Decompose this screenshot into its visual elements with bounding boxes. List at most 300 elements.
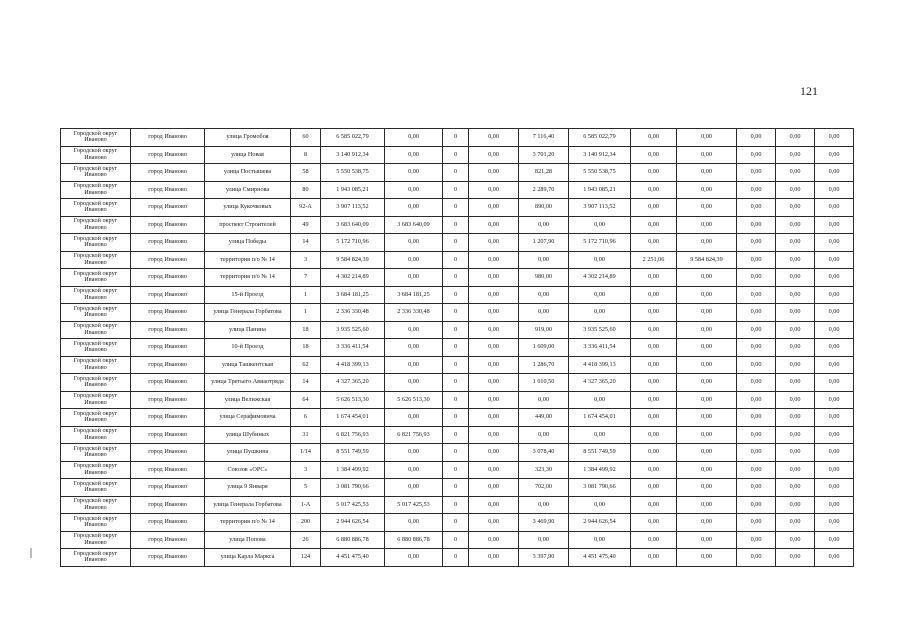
cell-cost-col-12: 0,00 bbox=[677, 461, 737, 479]
cell-settlement: город Иваново bbox=[131, 444, 205, 462]
cell-value-col-8: 0,00 bbox=[469, 549, 519, 567]
cell-cost-col-10: 5 172 710,96 bbox=[569, 234, 631, 252]
table-row bbox=[61, 234, 854, 252]
cell-total-cost: 6 880 886,78 bbox=[321, 531, 385, 549]
cell-value-col-15: 0,00 bbox=[815, 339, 854, 357]
cell-street: улица Попова bbox=[205, 531, 291, 549]
cell-house-number: 8 bbox=[291, 146, 321, 164]
cell-value-col-13: 0,00 bbox=[737, 339, 776, 357]
cell-value-col-8: 0,00 bbox=[469, 286, 519, 304]
cell-street: улица Пушкина bbox=[205, 444, 291, 462]
cell-value-col-15: 0,00 bbox=[815, 444, 854, 462]
cell-value-col-15: 0,00 bbox=[815, 146, 854, 164]
cell-total-cost: 3 683 640,09 bbox=[321, 216, 385, 234]
table-row bbox=[61, 409, 854, 427]
cell-value-col-8: 0,00 bbox=[469, 444, 519, 462]
cell-value-col-14: 0,00 bbox=[776, 216, 815, 234]
cell-total-cost: 1 384 499,92 bbox=[321, 461, 385, 479]
cell-value-col-13: 0,00 bbox=[737, 321, 776, 339]
cell-area-col-11: 0,00 bbox=[631, 374, 677, 392]
cell-cost-col-12: 0,00 bbox=[677, 146, 737, 164]
cell-value-col-13: 0,00 bbox=[737, 479, 776, 497]
cell-total-cost: 3 140 912,34 bbox=[321, 146, 385, 164]
cell-total-cost: 3 907 113,52 bbox=[321, 199, 385, 217]
cell-house-number: 1 bbox=[291, 286, 321, 304]
table-row bbox=[61, 479, 854, 497]
table-row bbox=[61, 251, 854, 269]
cell-count-col-7: 0 bbox=[443, 269, 469, 287]
cell-cost-col-6: 0,00 bbox=[385, 461, 443, 479]
cell-municipality: Городской округ Иваново bbox=[61, 304, 131, 322]
cell-value-col-13: 0,00 bbox=[737, 234, 776, 252]
cell-area-col-11: 0,00 bbox=[631, 339, 677, 357]
cell-value-col-14: 0,00 bbox=[776, 531, 815, 549]
table-row bbox=[61, 269, 854, 287]
cell-value-col-8: 0,00 bbox=[469, 216, 519, 234]
cell-street: улица Громобоя bbox=[205, 129, 291, 147]
cell-area-col-11: 0,00 bbox=[631, 181, 677, 199]
cell-cost-col-10: 5 550 538,75 bbox=[569, 164, 631, 182]
cell-area-col-11: 0,00 bbox=[631, 514, 677, 532]
cell-value-col-13: 0,00 bbox=[737, 146, 776, 164]
cell-cost-col-10: 3 907 113,52 bbox=[569, 199, 631, 217]
cell-count-col-7: 0 bbox=[443, 391, 469, 409]
cell-settlement: город Иваново bbox=[131, 479, 205, 497]
cell-count-col-7: 0 bbox=[443, 356, 469, 374]
cell-settlement: город Иваново bbox=[131, 356, 205, 374]
cell-settlement: город Иваново bbox=[131, 269, 205, 287]
cell-value-col-15: 0,00 bbox=[815, 374, 854, 392]
cell-area-col-11: 0,00 bbox=[631, 549, 677, 567]
cell-area-col-9: 980,00 bbox=[519, 269, 569, 287]
cell-value-col-15: 0,00 bbox=[815, 531, 854, 549]
cell-cost-col-6: 0,00 bbox=[385, 199, 443, 217]
cell-street: улица 9 Января bbox=[205, 479, 291, 497]
cell-value-col-8: 0,00 bbox=[469, 514, 519, 532]
cell-value-col-13: 0,00 bbox=[737, 444, 776, 462]
cell-cost-col-10: 1 384 499,92 bbox=[569, 461, 631, 479]
cell-settlement: город Иваново bbox=[131, 199, 205, 217]
cell-settlement: город Иваново bbox=[131, 374, 205, 392]
cell-count-col-7: 0 bbox=[443, 181, 469, 199]
cell-value-col-15: 0,00 bbox=[815, 496, 854, 514]
cell-count-col-7: 0 bbox=[443, 321, 469, 339]
cell-street: улица Кукочковых bbox=[205, 199, 291, 217]
cell-house-number: 18 bbox=[291, 339, 321, 357]
cell-settlement: город Иваново bbox=[131, 496, 205, 514]
cell-cost-col-6: 5 017 425,53 bbox=[385, 496, 443, 514]
cell-value-col-14: 0,00 bbox=[776, 286, 815, 304]
cell-area-col-9: 0,00 bbox=[519, 251, 569, 269]
cell-cost-col-6: 0,00 bbox=[385, 339, 443, 357]
cell-street: улица Новая bbox=[205, 146, 291, 164]
cell-value-col-13: 0,00 bbox=[737, 129, 776, 147]
cell-cost-col-10: 6 585 022,79 bbox=[569, 129, 631, 147]
cell-value-col-8: 0,00 bbox=[469, 251, 519, 269]
cell-total-cost: 4 302 214,89 bbox=[321, 269, 385, 287]
cell-settlement: город Иваново bbox=[131, 321, 205, 339]
cell-cost-col-10: 1 674 454,01 bbox=[569, 409, 631, 427]
cell-value-col-8: 0,00 bbox=[469, 479, 519, 497]
cell-street: 15-й Проезд bbox=[205, 286, 291, 304]
cell-value-col-8: 0,00 bbox=[469, 391, 519, 409]
cell-area-col-9: 3 397,90 bbox=[519, 549, 569, 567]
cell-value-col-13: 0,00 bbox=[737, 251, 776, 269]
cell-area-col-11: 0,00 bbox=[631, 496, 677, 514]
cell-total-cost: 3 684 181,25 bbox=[321, 286, 385, 304]
cell-value-col-8: 0,00 bbox=[469, 409, 519, 427]
cell-house-number: 18 bbox=[291, 321, 321, 339]
cell-cost-col-6: 0,00 bbox=[385, 269, 443, 287]
cell-value-col-14: 0,00 bbox=[776, 304, 815, 322]
cell-cost-col-12: 0,00 bbox=[677, 444, 737, 462]
cell-cost-col-12: 0,00 bbox=[677, 479, 737, 497]
cell-value-col-14: 0,00 bbox=[776, 409, 815, 427]
table-body bbox=[61, 129, 854, 567]
cell-municipality: Городской округ Иваново bbox=[61, 409, 131, 427]
cell-value-col-15: 0,00 bbox=[815, 286, 854, 304]
cell-cost-col-6: 3 683 640,09 bbox=[385, 216, 443, 234]
cell-municipality: Городской округ Иваново bbox=[61, 164, 131, 182]
cell-settlement: город Иваново bbox=[131, 234, 205, 252]
cell-cost-col-10: 2 944 626,54 bbox=[569, 514, 631, 532]
cell-cost-col-10: 0,00 bbox=[569, 304, 631, 322]
cell-house-number: 60 bbox=[291, 129, 321, 147]
cell-count-col-7: 0 bbox=[443, 479, 469, 497]
cell-street: территория п/о № 14 bbox=[205, 514, 291, 532]
page-number: 121 bbox=[800, 84, 818, 98]
cell-house-number: 1 bbox=[291, 304, 321, 322]
cell-municipality: Городской округ Иваново bbox=[61, 479, 131, 497]
cell-cost-col-12: 0,00 bbox=[677, 426, 737, 444]
cell-area-col-11: 0,00 bbox=[631, 199, 677, 217]
cell-count-col-7: 0 bbox=[443, 199, 469, 217]
cell-count-col-7: 0 bbox=[443, 286, 469, 304]
table-row bbox=[61, 426, 854, 444]
table-row bbox=[61, 321, 854, 339]
cell-area-col-9: 919,00 bbox=[519, 321, 569, 339]
cell-settlement: город Иваново bbox=[131, 426, 205, 444]
cell-cost-col-12: 0,00 bbox=[677, 304, 737, 322]
cell-municipality: Городской округ Иваново bbox=[61, 531, 131, 549]
cell-value-col-13: 0,00 bbox=[737, 356, 776, 374]
cell-cost-col-6: 3 684 181,25 bbox=[385, 286, 443, 304]
cell-settlement: город Иваново bbox=[131, 146, 205, 164]
cell-count-col-7: 0 bbox=[443, 461, 469, 479]
cell-area-col-11: 0,00 bbox=[631, 164, 677, 182]
cell-area-col-11: 0,00 bbox=[631, 129, 677, 147]
cell-cost-col-12: 0,00 bbox=[677, 514, 737, 532]
cell-area-col-9: 0,00 bbox=[519, 216, 569, 234]
cell-total-cost: 5 626 513,30 bbox=[321, 391, 385, 409]
cell-settlement: город Иваново bbox=[131, 286, 205, 304]
cell-street: улица Ташкентская bbox=[205, 356, 291, 374]
cell-count-col-7: 0 bbox=[443, 409, 469, 427]
table-row bbox=[61, 444, 854, 462]
cell-cost-col-12: 0,00 bbox=[677, 409, 737, 427]
cell-count-col-7: 0 bbox=[443, 444, 469, 462]
cell-area-col-11: 0,00 bbox=[631, 531, 677, 549]
cell-count-col-7: 0 bbox=[443, 129, 469, 147]
cell-value-col-13: 0,00 bbox=[737, 549, 776, 567]
cell-street: территория п/о № 14 bbox=[205, 269, 291, 287]
cell-count-col-7: 0 bbox=[443, 531, 469, 549]
cell-house-number: 64 bbox=[291, 391, 321, 409]
cell-cost-col-6: 0,00 bbox=[385, 129, 443, 147]
cell-municipality: Городской округ Иваново bbox=[61, 216, 131, 234]
cell-value-col-15: 0,00 bbox=[815, 269, 854, 287]
table-row bbox=[61, 286, 854, 304]
cell-cost-col-10: 0,00 bbox=[569, 286, 631, 304]
cell-house-number: 80 bbox=[291, 181, 321, 199]
cell-settlement: город Иваново bbox=[131, 514, 205, 532]
cell-count-col-7: 0 bbox=[443, 251, 469, 269]
cell-cost-col-10: 0,00 bbox=[569, 391, 631, 409]
table-row bbox=[61, 129, 854, 147]
table-row bbox=[61, 549, 854, 567]
cell-count-col-7: 0 bbox=[443, 339, 469, 357]
cell-cost-col-10: 0,00 bbox=[569, 426, 631, 444]
cell-value-col-8: 0,00 bbox=[469, 146, 519, 164]
cell-count-col-7: 0 bbox=[443, 146, 469, 164]
cell-value-col-8: 0,00 bbox=[469, 426, 519, 444]
cell-value-col-15: 0,00 bbox=[815, 514, 854, 532]
cell-value-col-8: 0,00 bbox=[469, 164, 519, 182]
cell-municipality: Городской округ Иваново bbox=[61, 146, 131, 164]
cell-area-col-9: 3 701,20 bbox=[519, 146, 569, 164]
cell-area-col-9: 449,00 bbox=[519, 409, 569, 427]
cell-municipality: Городской округ Иваново bbox=[61, 199, 131, 217]
cell-cost-col-6: 0,00 bbox=[385, 181, 443, 199]
cell-total-cost: 9 584 824,39 bbox=[321, 251, 385, 269]
cell-cost-col-6: 5 626 513,30 bbox=[385, 391, 443, 409]
cell-municipality: Городской округ Иваново bbox=[61, 251, 131, 269]
cell-cost-col-6: 0,00 bbox=[385, 409, 443, 427]
cell-house-number: 3 bbox=[291, 461, 321, 479]
cell-value-col-14: 0,00 bbox=[776, 356, 815, 374]
cell-count-col-7: 0 bbox=[443, 426, 469, 444]
cell-value-col-13: 0,00 bbox=[737, 164, 776, 182]
table-row bbox=[61, 216, 854, 234]
cell-municipality: Городской округ Иваново bbox=[61, 286, 131, 304]
cell-area-col-9: 3 078,40 bbox=[519, 444, 569, 462]
cell-value-col-8: 0,00 bbox=[469, 129, 519, 147]
cell-value-col-13: 0,00 bbox=[737, 304, 776, 322]
table-row bbox=[61, 374, 854, 392]
cell-cost-col-12: 0,00 bbox=[677, 321, 737, 339]
cell-value-col-14: 0,00 bbox=[776, 181, 815, 199]
cell-value-col-15: 0,00 bbox=[815, 216, 854, 234]
cell-house-number: 200 bbox=[291, 514, 321, 532]
table-row bbox=[61, 146, 854, 164]
cell-area-col-11: 2 251,06 bbox=[631, 251, 677, 269]
cell-area-col-9: 2 289,70 bbox=[519, 181, 569, 199]
table-row bbox=[61, 391, 854, 409]
cell-street: улица Генерала Горбатова bbox=[205, 496, 291, 514]
cell-area-col-11: 0,00 bbox=[631, 461, 677, 479]
cell-total-cost: 1 943 085,21 bbox=[321, 181, 385, 199]
cell-street: улица Победы bbox=[205, 234, 291, 252]
cell-count-col-7: 0 bbox=[443, 216, 469, 234]
cell-area-col-11: 0,00 bbox=[631, 286, 677, 304]
cell-value-col-15: 0,00 bbox=[815, 304, 854, 322]
cell-municipality: Городской округ Иваново bbox=[61, 496, 131, 514]
cell-area-col-11: 0,00 bbox=[631, 479, 677, 497]
cell-house-number: 62 bbox=[291, 356, 321, 374]
cell-value-col-13: 0,00 bbox=[737, 531, 776, 549]
cell-total-cost: 3 081 790,66 bbox=[321, 479, 385, 497]
cell-area-col-9: 0,00 bbox=[519, 286, 569, 304]
cell-area-col-11: 0,00 bbox=[631, 409, 677, 427]
cell-value-col-8: 0,00 bbox=[469, 181, 519, 199]
cell-value-col-13: 0,00 bbox=[737, 374, 776, 392]
cell-municipality: Городской округ Иваново bbox=[61, 374, 131, 392]
cell-cost-col-6: 2 336 330,48 bbox=[385, 304, 443, 322]
cell-value-col-15: 0,00 bbox=[815, 479, 854, 497]
cell-street: улица Шубиных bbox=[205, 426, 291, 444]
cell-street: территория п/о № 14 bbox=[205, 251, 291, 269]
cell-street: улица Серафимовича bbox=[205, 409, 291, 427]
cell-cost-col-12: 0,00 bbox=[677, 286, 737, 304]
cell-street: проспект Строителей bbox=[205, 216, 291, 234]
cell-value-col-14: 0,00 bbox=[776, 374, 815, 392]
cell-municipality: Городской округ Иваново bbox=[61, 514, 131, 532]
cell-cost-col-12: 0,00 bbox=[677, 339, 737, 357]
cell-house-number: 14 bbox=[291, 234, 321, 252]
cell-cost-col-12: 0,00 bbox=[677, 216, 737, 234]
table-row bbox=[61, 164, 854, 182]
table-row bbox=[61, 496, 854, 514]
cell-area-col-11: 0,00 bbox=[631, 426, 677, 444]
cell-cost-col-10: 3 935 525,60 bbox=[569, 321, 631, 339]
cell-total-cost: 5 017 425,53 bbox=[321, 496, 385, 514]
cell-value-col-15: 0,00 bbox=[815, 549, 854, 567]
cell-area-col-9: 1 010,50 bbox=[519, 374, 569, 392]
table-row bbox=[61, 514, 854, 532]
cell-street: улица Велижская bbox=[205, 391, 291, 409]
cell-value-col-8: 0,00 bbox=[469, 269, 519, 287]
cell-cost-col-12: 0,00 bbox=[677, 269, 737, 287]
cell-total-cost: 3 935 525,60 bbox=[321, 321, 385, 339]
table-row bbox=[61, 199, 854, 217]
cell-cost-col-6: 0,00 bbox=[385, 549, 443, 567]
cell-area-col-11: 0,00 bbox=[631, 444, 677, 462]
cell-municipality: Городской округ Иваново bbox=[61, 461, 131, 479]
cell-cost-col-6: 6 880 886,78 bbox=[385, 531, 443, 549]
cell-area-col-9: 1 207,90 bbox=[519, 234, 569, 252]
cell-value-col-14: 0,00 bbox=[776, 549, 815, 567]
cell-cost-col-10: 3 140 912,34 bbox=[569, 146, 631, 164]
cell-cost-col-6: 0,00 bbox=[385, 444, 443, 462]
cell-count-col-7: 0 bbox=[443, 234, 469, 252]
cell-area-col-11: 0,00 bbox=[631, 321, 677, 339]
cell-settlement: город Иваново bbox=[131, 181, 205, 199]
cell-value-col-15: 0,00 bbox=[815, 251, 854, 269]
cell-value-col-14: 0,00 bbox=[776, 339, 815, 357]
cell-cost-col-10: 3 336 411,54 bbox=[569, 339, 631, 357]
cell-street: Союзов «ОРС» bbox=[205, 461, 291, 479]
cell-municipality: Городской округ Иваново bbox=[61, 391, 131, 409]
cell-municipality: Городской округ Иваново bbox=[61, 321, 131, 339]
cell-area-col-11: 0,00 bbox=[631, 356, 677, 374]
cell-area-col-11: 0,00 bbox=[631, 304, 677, 322]
cell-area-col-9: 1 286,70 bbox=[519, 356, 569, 374]
cell-value-col-14: 0,00 bbox=[776, 496, 815, 514]
cell-value-col-15: 0,00 bbox=[815, 426, 854, 444]
cell-cost-col-6: 0,00 bbox=[385, 356, 443, 374]
cell-value-col-15: 0,00 bbox=[815, 409, 854, 427]
cell-value-col-8: 0,00 bbox=[469, 304, 519, 322]
cell-municipality: Городской округ Иваново bbox=[61, 549, 131, 567]
cell-value-col-8: 0,00 bbox=[469, 234, 519, 252]
table-row bbox=[61, 356, 854, 374]
cell-cost-col-10: 8 551 749,59 bbox=[569, 444, 631, 462]
cell-settlement: город Иваново bbox=[131, 304, 205, 322]
cell-total-cost: 6 585 022,79 bbox=[321, 129, 385, 147]
cell-total-cost: 8 551 749,59 bbox=[321, 444, 385, 462]
cell-settlement: город Иваново bbox=[131, 531, 205, 549]
cell-area-col-11: 0,00 bbox=[631, 234, 677, 252]
cell-cost-col-10: 4 327 365,20 bbox=[569, 374, 631, 392]
cell-cost-col-12: 0,00 bbox=[677, 374, 737, 392]
cell-total-cost: 6 821 756,93 bbox=[321, 426, 385, 444]
cell-cost-col-10: 1 943 085,21 bbox=[569, 181, 631, 199]
cell-value-col-13: 0,00 bbox=[737, 409, 776, 427]
cell-count-col-7: 0 bbox=[443, 164, 469, 182]
cell-total-cost: 4 327 365,20 bbox=[321, 374, 385, 392]
cell-area-col-9: 3 469,90 bbox=[519, 514, 569, 532]
cell-street: улица Карла Маркса bbox=[205, 549, 291, 567]
cell-house-number: 1-А bbox=[291, 496, 321, 514]
cell-municipality: Городской округ Иваново bbox=[61, 444, 131, 462]
cell-settlement: город Иваново bbox=[131, 164, 205, 182]
cell-cost-col-6: 0,00 bbox=[385, 234, 443, 252]
cell-count-col-7: 0 bbox=[443, 374, 469, 392]
cell-value-col-8: 0,00 bbox=[469, 496, 519, 514]
cell-municipality: Городской округ Иваново bbox=[61, 269, 131, 287]
cell-cost-col-6: 0,00 bbox=[385, 251, 443, 269]
cell-count-col-7: 0 bbox=[443, 304, 469, 322]
cell-value-col-14: 0,00 bbox=[776, 146, 815, 164]
cell-cost-col-6: 0,00 bbox=[385, 374, 443, 392]
cell-value-col-14: 0,00 bbox=[776, 391, 815, 409]
cell-total-cost: 4 418 399,13 bbox=[321, 356, 385, 374]
cell-value-col-13: 0,00 bbox=[737, 496, 776, 514]
cell-cost-col-10: 0,00 bbox=[569, 216, 631, 234]
cell-count-col-7: 0 bbox=[443, 549, 469, 567]
cell-house-number: 31 bbox=[291, 426, 321, 444]
cell-count-col-7: 0 bbox=[443, 514, 469, 532]
cell-settlement: город Иваново bbox=[131, 409, 205, 427]
cell-total-cost: 3 336 411,54 bbox=[321, 339, 385, 357]
cell-street: 10-й Проезд bbox=[205, 339, 291, 357]
cell-house-number: 14 bbox=[291, 374, 321, 392]
cell-value-col-8: 0,00 bbox=[469, 461, 519, 479]
cell-municipality: Городской округ Иваново bbox=[61, 356, 131, 374]
cell-municipality: Городской округ Иваново bbox=[61, 234, 131, 252]
cell-area-col-9: 0,00 bbox=[519, 496, 569, 514]
cell-value-col-14: 0,00 bbox=[776, 269, 815, 287]
cell-area-col-9: 821,28 bbox=[519, 164, 569, 182]
cell-value-col-14: 0,00 bbox=[776, 444, 815, 462]
cell-cost-col-12: 9 584 824,39 bbox=[677, 251, 737, 269]
cell-total-cost: 4 451 475,40 bbox=[321, 549, 385, 567]
cell-value-col-13: 0,00 bbox=[737, 181, 776, 199]
cell-value-col-13: 0,00 bbox=[737, 199, 776, 217]
cell-total-cost: 5 550 538,75 bbox=[321, 164, 385, 182]
cell-house-number: 26 bbox=[291, 531, 321, 549]
cell-cost-col-10: 0,00 bbox=[569, 496, 631, 514]
